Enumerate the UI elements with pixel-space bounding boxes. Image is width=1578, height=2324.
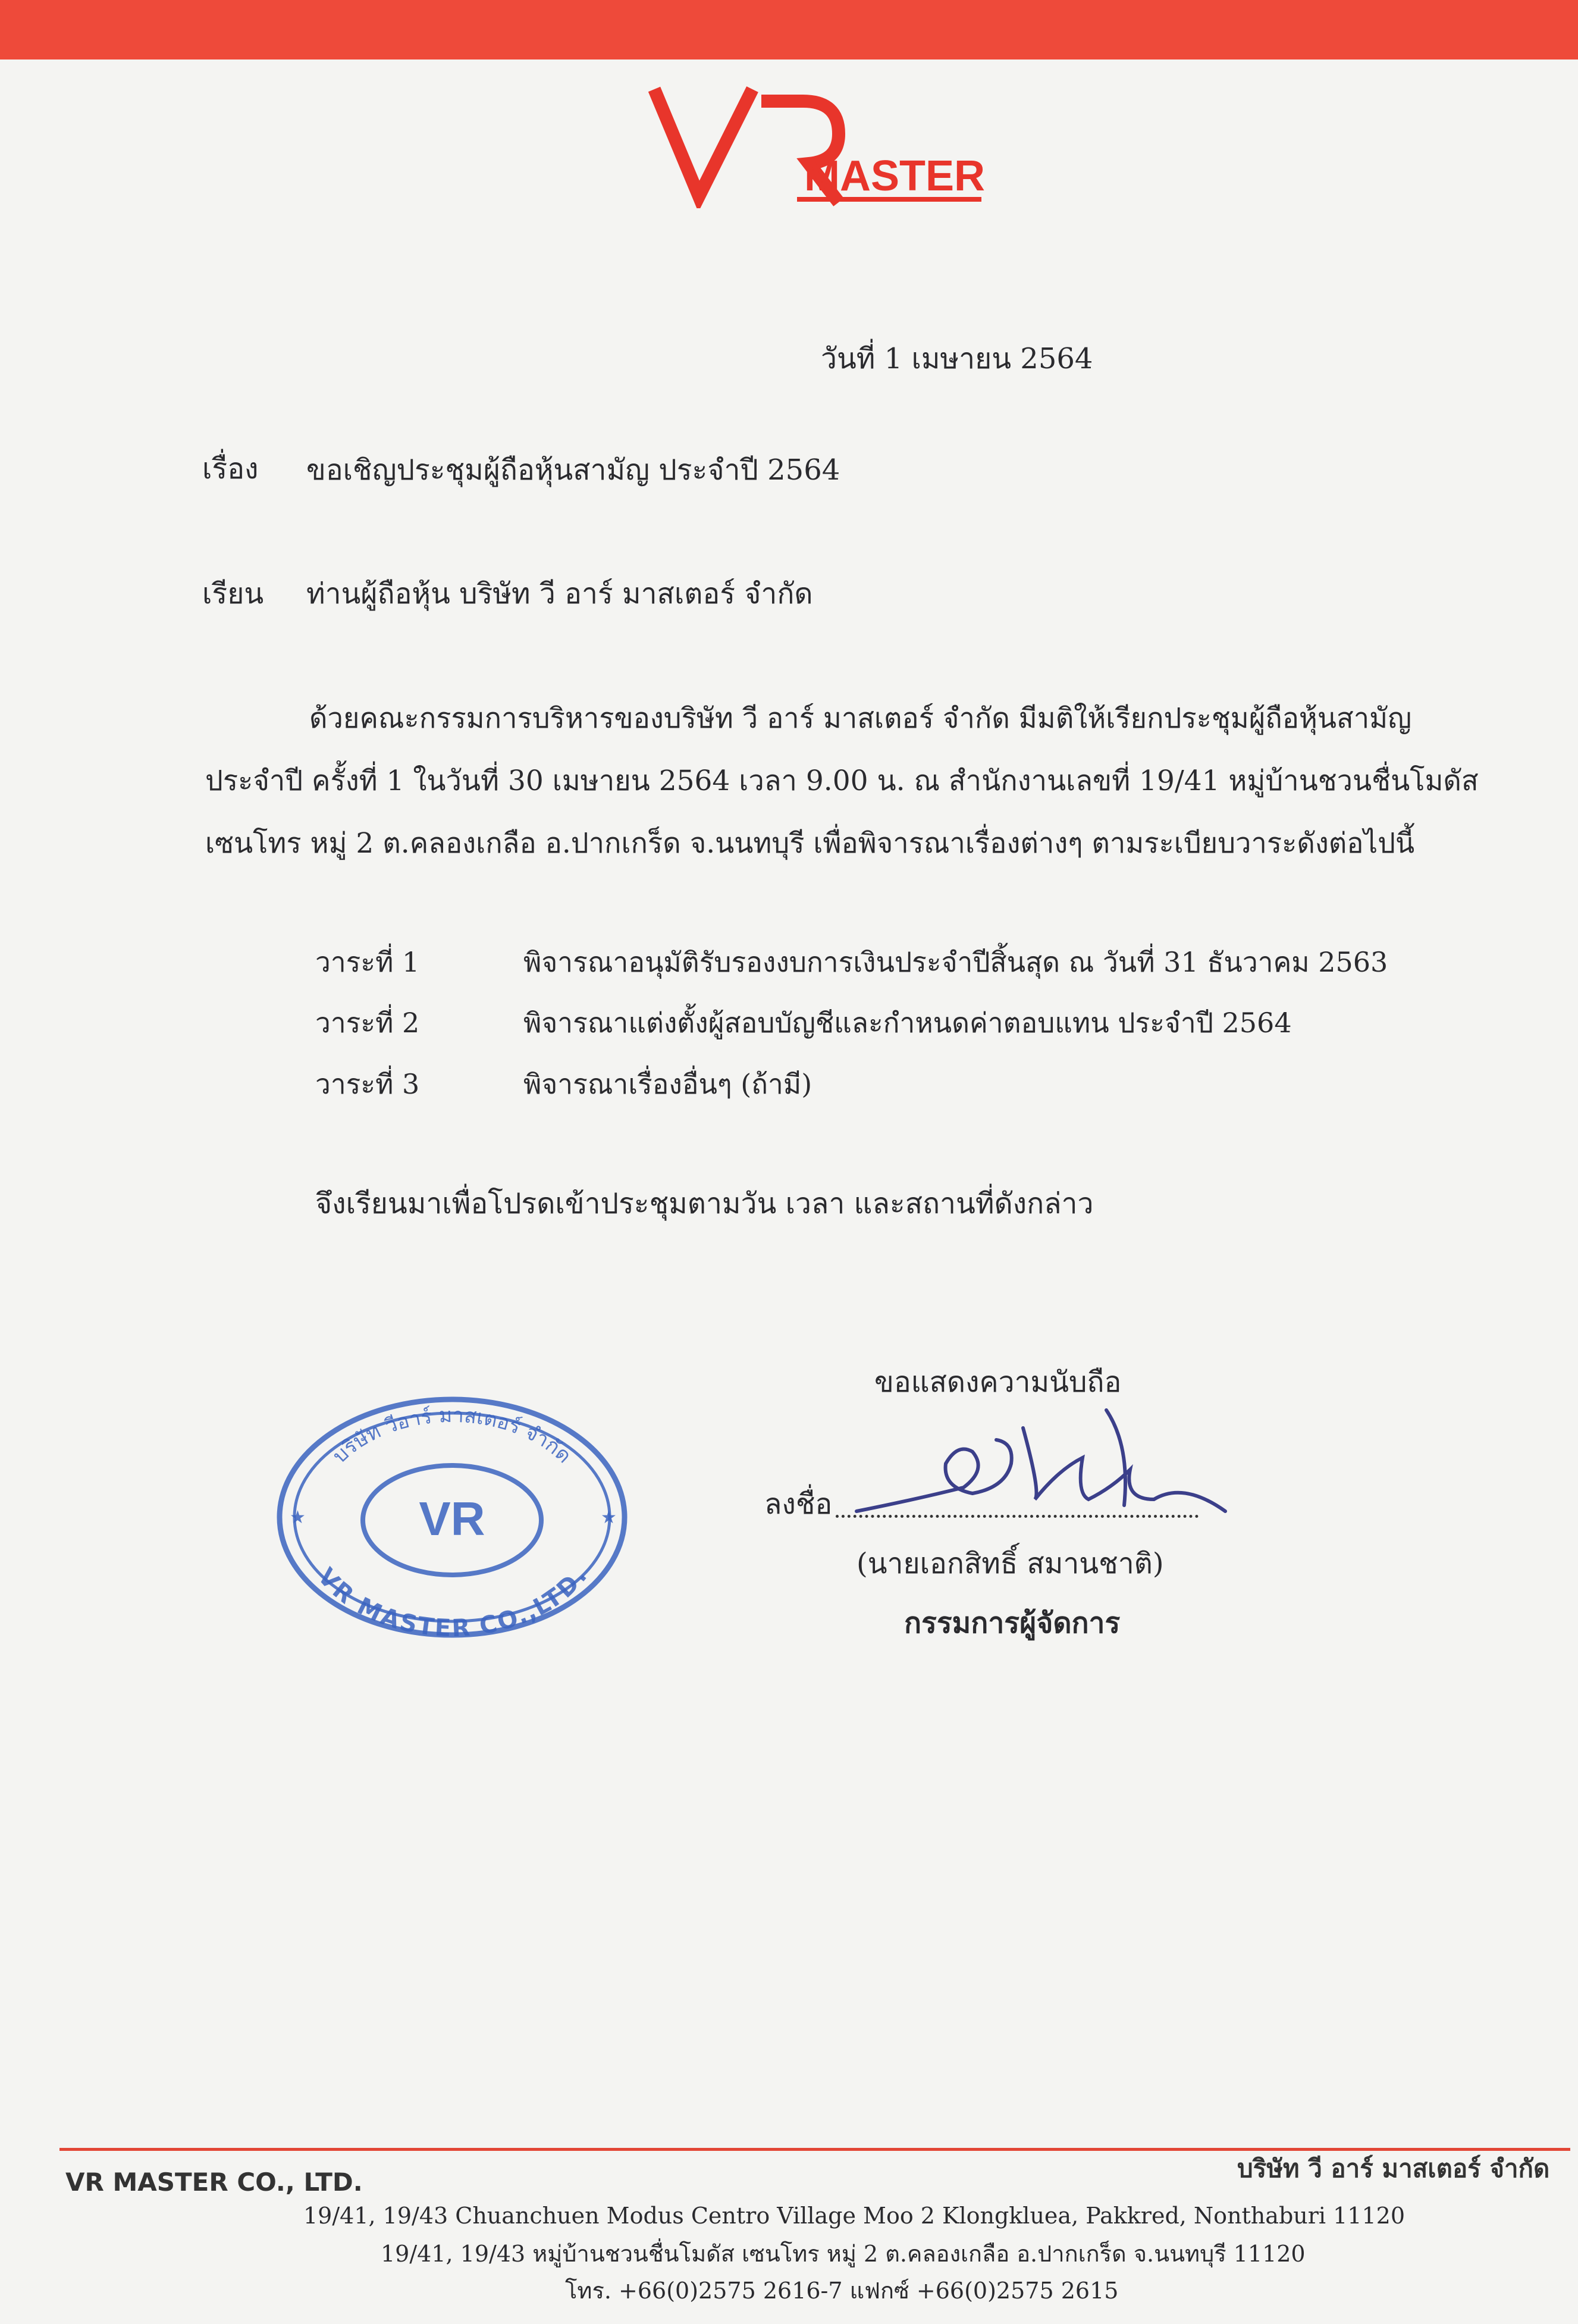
agenda-text: พิจารณาอนุมัติรับรองงบการเงินประจำปีสิ้นสุด ณ วันที่ 31 ธันวาคม 2563	[523, 946, 1388, 978]
company-logo	[642, 77, 987, 208]
footer-company-en: VR MASTER CO., LTD.	[65, 2168, 363, 2197]
subject-label: เรื่อง	[202, 452, 259, 486]
closing-sentence: จึงเรียนมาเพื่อโปรดเข้าประชุมตามวัน เวลา และสถานที่ดังกล่าว	[315, 1187, 1094, 1220]
signature-icon	[845, 1398, 1237, 1535]
body-line: ด้วยคณะกรรมการบริหารของบริษัท วี อาร์ มาสเตอร์ จำกัด มีมติให้เรียกประชุมผู้ถือหุ้นสามัญ	[309, 702, 1412, 735]
signer-position: กรรมการผู้จัดการ	[904, 1606, 1121, 1640]
recipient-label: เรียน	[202, 577, 264, 610]
complimentary-close: ขอแสดงความนับถือ	[874, 1365, 1122, 1399]
stamp-top-text: บริษัท วีอาร์ มาสเตอร์ จำกัด	[328, 1403, 576, 1468]
agenda-number: วาระที่ 3	[315, 1068, 420, 1100]
footer-company-th: บริษัท วี อาร์ มาสเตอร์ จำกัด	[1237, 2154, 1550, 2183]
footer-address-en: 19/41, 19/43 Chuanchuen Modus Centro Village Moo 2 Klongkluea, Pakkred, Nonthaburi 11120	[303, 2203, 1406, 2229]
agenda-number: วาระที่ 1	[315, 946, 420, 978]
signature-label: ลงชื่อ	[764, 1487, 833, 1521]
agenda-text: พิจารณาเรื่องอื่นๆ (ถ้ามี)	[523, 1068, 812, 1100]
stamp-icon	[271, 1392, 633, 1642]
svg-text:★: ★	[601, 1507, 617, 1528]
letter-date: วันที่ 1 เมษายน 2564	[821, 342, 1093, 375]
body-line: เซนโทร หมู่ 2 ต.คลองเกลือ อ.ปากเกร็ด จ.นนทบุรี เพื่อพิจารณาเรื่องต่างๆ ตามระเบียบวาระดังต่อไปนี้	[205, 827, 1415, 860]
handwritten-signature	[845, 1398, 1237, 1535]
svg-text:★: ★	[290, 1507, 306, 1528]
signer-name: (นายเอกสิทธิ์ สมานชาติ)	[857, 1547, 1164, 1580]
body-line: ประจำปี ครั้งที่ 1 ในวันที่ 30 เมษายน 2564 เวลา 9.00 น. ณ สำนักงานเลขที่ 19/41 หมู่บ้านชวนชื่นโมดัส	[205, 765, 1479, 797]
footer-phone: โทร. +66(0)2575 2616-7 แฟกซ์ +66(0)2575 2615	[565, 2278, 1119, 2304]
agenda-text: พิจารณาแต่งตั้งผู้สอบบัญชีและกำหนดค่าตอบแทน ประจำปี 2564	[523, 1007, 1292, 1039]
stamp-logo-text: VR	[419, 1492, 485, 1545]
subject-text: ขอเชิญประชุมผู้ถือหุ้นสามัญ ประจำปี 2564	[306, 453, 840, 487]
company-stamp	[271, 1392, 633, 1642]
logo-word: MASTER	[804, 152, 985, 200]
recipient-text: ท่านผู้ถือหุ้น บริษัท วี อาร์ มาสเตอร์ จำกัด	[306, 577, 813, 610]
agenda-number: วาระที่ 2	[315, 1007, 420, 1039]
header-bar	[0, 0, 1578, 59]
footer-divider	[59, 2148, 1570, 2151]
stamp-bottom-text: VR MASTER CO.,LTD.	[312, 1562, 592, 1642]
vr-master-logo-icon	[642, 77, 987, 208]
footer-address-th: 19/41, 19/43 หมู่บ้านชวนชื่นโมดัส เซนโทร หมู่ 2 ต.คลองเกลือ อ.ปากเกร็ด จ.นนทบุรี 11120	[381, 2241, 1306, 2267]
